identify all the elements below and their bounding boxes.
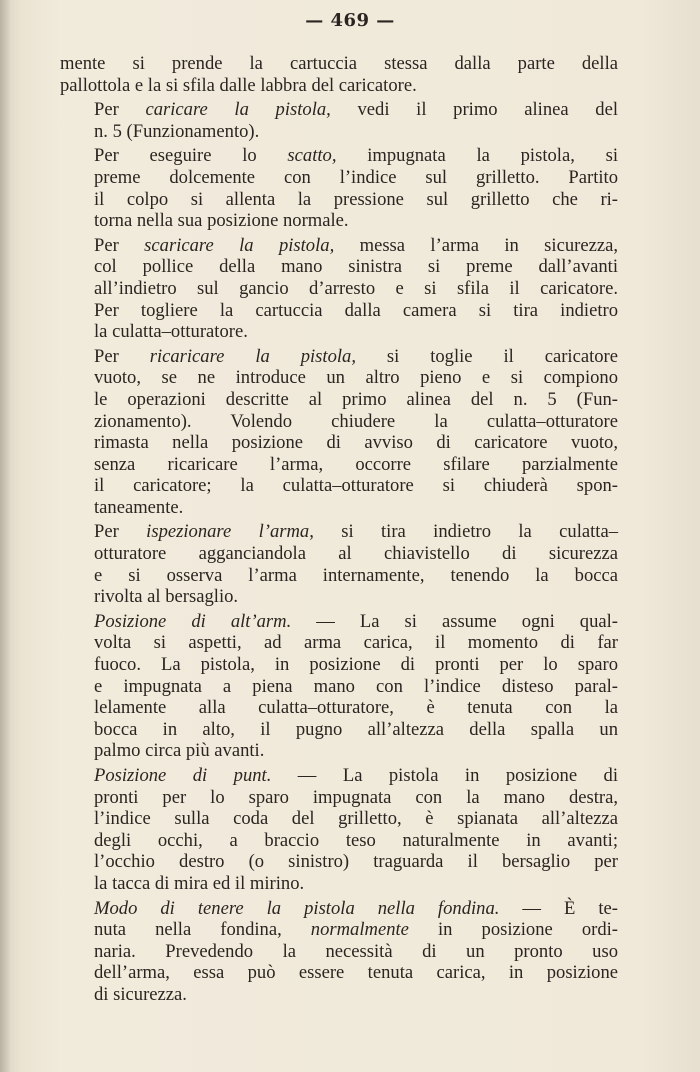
- text-line: [60, 962, 618, 984]
- text-run: la culatta–otturatore.: [94, 321, 248, 343]
- text-run: il caricatore; la culatta–otturatore si chiuderà spon-: [94, 475, 618, 497]
- text-run: senza ricaricare l’arma, occorre sfilare parzialmente: [94, 453, 618, 475]
- text-run: le operazioni descritte al primo alinea del n. 5 (Fun-: [94, 388, 618, 410]
- text-run: nuta nella fondina,: [94, 919, 311, 941]
- italic-run: ricaricare la pistola,: [149, 345, 356, 367]
- paragraph: [60, 235, 618, 343]
- text-line: [60, 543, 618, 565]
- page-number: — 469 —: [305, 10, 395, 31]
- text-line: [60, 787, 618, 809]
- text-line: [60, 432, 618, 454]
- text-run: taneamente.: [94, 496, 184, 518]
- text-line: [60, 497, 618, 519]
- text-line: [60, 851, 618, 873]
- text-run: otturatore agganciandola al chiavistello di sicurezza: [94, 543, 618, 565]
- text-line: [60, 984, 618, 1006]
- text-run: vedi il primo alinea del: [330, 99, 619, 121]
- italic-run: ispezionare l’arma,: [146, 521, 314, 543]
- text-run: col pollice della mano sinistra si preme dall’avanti: [94, 256, 618, 278]
- text-run: zionamento). Volendo chiudere la culatta–otturatore: [94, 410, 618, 432]
- italic-run: normalmente: [310, 919, 409, 941]
- text-run: degli occhi, a braccio teso naturalmente in avanti;: [94, 829, 618, 851]
- text-line: [60, 235, 618, 257]
- text-line: [60, 278, 618, 300]
- text-run: preme dolcemente con l’indice sul grilletto. Partito: [94, 166, 618, 188]
- text-line: [60, 521, 618, 543]
- text-run: rimasta nella posizione di avviso di caricatore vuoto,: [94, 432, 618, 454]
- paragraph: [60, 611, 618, 762]
- text-run: all’indietro sul gancio d’arresto e si sfila il caricatore.: [94, 277, 618, 299]
- italic-run: scaricare la pistola,: [144, 234, 335, 256]
- text-run: Per eseguire lo: [94, 145, 288, 167]
- text-run: torna nella sua posizione normale.: [94, 210, 349, 232]
- text-run: rivolta al bersaglio.: [94, 586, 239, 608]
- italic-run: scatto,: [287, 145, 337, 167]
- text-line: [60, 898, 618, 920]
- text-line: [60, 740, 618, 762]
- italic-run: Modo di tenere la pistola nella fondina.: [94, 897, 500, 919]
- text-line: [60, 346, 618, 368]
- paragraph: [60, 145, 618, 231]
- text-line: [60, 454, 618, 476]
- text-run: il colpo si allenta la pressione sul grilletto che ri-: [94, 188, 618, 210]
- text-line: [60, 321, 618, 343]
- text-run: in posizione ordi-: [408, 919, 618, 941]
- text-line: [60, 586, 618, 608]
- text-line: [60, 632, 618, 654]
- italic-run: Posizione di alt’arm.: [94, 610, 292, 632]
- text-run: impugnata la pistola, si: [336, 145, 618, 167]
- text-line: [60, 411, 618, 433]
- text-run: bocca in alto, il pugno all’altezza della spalla un: [94, 718, 618, 740]
- text-run: pallottola e la si sfila dalle labbra del caricatore.: [60, 74, 417, 96]
- text-run: vuoto, se ne introduce un altro pieno e si compiono: [94, 367, 618, 389]
- text-line: [60, 475, 618, 497]
- paragraph: [60, 521, 618, 607]
- text-line: [60, 611, 618, 633]
- text-run: Per: [94, 521, 147, 543]
- text-run: e impugnata a piena mano con l’indice disteso paral-: [94, 675, 618, 697]
- text-line: [60, 367, 618, 389]
- text-line: [60, 719, 618, 741]
- text-run: l’indice sulla coda del grilletto, è spianata all’altezza: [94, 808, 618, 830]
- text-line: [60, 697, 618, 719]
- text-run: — La si assume ogni qual-: [291, 610, 618, 632]
- text-run: Per: [94, 99, 146, 121]
- text-line: [60, 565, 618, 587]
- text-run: lelamente alla culatta–otturatore, è tenuta con la: [94, 697, 618, 719]
- text-run: Per: [94, 345, 150, 367]
- text-run: palmo circa più avanti.: [94, 740, 265, 762]
- text-run: messa l’arma in sicurezza,: [334, 234, 618, 256]
- body-text: [60, 53, 618, 1009]
- text-line: [60, 167, 618, 189]
- text-line: [60, 121, 618, 143]
- text-run: di sicurezza.: [94, 983, 187, 1005]
- text-line: [60, 676, 618, 698]
- text-line: [60, 919, 618, 941]
- text-run: — La pistola in posizione di: [271, 765, 618, 786]
- text-run: e si osserva l’arma internamente, tenendo la bocca: [94, 564, 618, 586]
- text-run: mente si prende la cartuccia stessa dalla parte della: [60, 53, 618, 74]
- text-line: [60, 189, 618, 211]
- text-run: l’occhio destro (o sinistro) traguarda il bersaglio per: [94, 851, 618, 873]
- text-run: si tira indietro la culatta–: [313, 521, 618, 543]
- page-gutter: [0, 0, 10, 1072]
- text-line: [60, 941, 618, 963]
- text-line: [60, 808, 618, 830]
- text-line: [60, 830, 618, 852]
- text-line: [60, 210, 618, 232]
- text-run: Per: [94, 234, 145, 256]
- text-run: fuoco. La pistola, in posizione di pronti per lo sparo: [94, 654, 618, 676]
- text-run: volta si aspetti, ad arma carica, il momento di far: [94, 632, 618, 654]
- text-run: — È te-: [499, 897, 618, 919]
- paragraph: [60, 765, 618, 895]
- text-line: [60, 654, 618, 676]
- paragraph: [60, 99, 618, 142]
- italic-run: Posizione di punt.: [94, 765, 272, 786]
- text-run: la tacca di mira ed il mirino.: [94, 872, 305, 894]
- text-line: [60, 256, 618, 278]
- text-line: [60, 53, 618, 75]
- text-run: n. 5 (Funzionamento).: [94, 120, 260, 142]
- text-line: [60, 99, 618, 121]
- text-line: [60, 75, 618, 97]
- text-line: [60, 300, 618, 322]
- text-run: dell’arma, essa può essere tenuta carica, in posizione: [94, 962, 618, 984]
- text-line: [60, 145, 618, 167]
- text-line: [60, 873, 618, 895]
- text-run: pronti per lo sparo impugnata con la mano destra,: [94, 786, 618, 808]
- text-line: [60, 765, 618, 787]
- paragraph: [60, 898, 618, 1006]
- text-run: si toglie il caricatore: [355, 345, 619, 367]
- italic-run: caricare la pistola,: [145, 99, 331, 121]
- paragraph: [60, 346, 618, 519]
- text-run: naria. Prevedendo la necessità di un pronto uso: [94, 940, 618, 962]
- text-run: Per togliere la cartuccia dalla camera si tira indietro: [94, 299, 618, 321]
- text-line: [60, 389, 618, 411]
- paragraph: [60, 53, 618, 96]
